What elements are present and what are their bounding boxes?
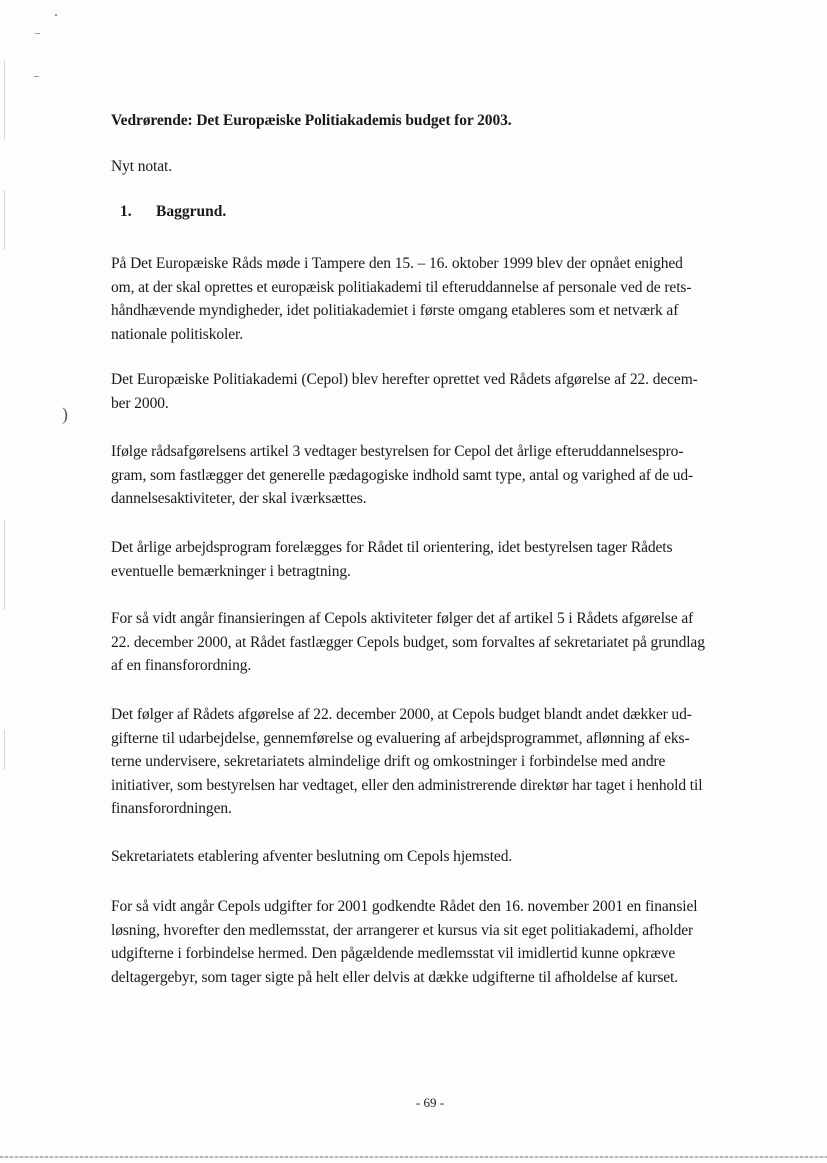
section-number: 1. <box>120 203 132 220</box>
section-title: Baggrund. <box>156 203 227 220</box>
paragraph-line: 22. december 2000, at Rådet fastlægger Cepols budget, som forvaltes af sekretariatet på grundlag <box>111 633 705 651</box>
paragraph-line: terne undervisere, sekretariatets almindelige drift og omkostninger i forbindelse med andre <box>111 753 666 770</box>
page-number: - 69 - <box>415 1095 445 1110</box>
paragraph-line: initiativer, som bestyrelsen har vedtaget, eller den administrerende direktør har taget i henhold til <box>111 776 703 794</box>
scan-bottom-rule <box>0 1156 827 1158</box>
paragraph-line: Det Europæiske Politiakademi (Cepol) blev herefter oprettet ved Rådets afgørelse af 22. decem- <box>111 371 698 388</box>
scan-edge <box>4 60 5 140</box>
paragraph-line: om, at der skal oprettes et europæisk politiakademi til efteruddannelse af personale ved de rets- <box>111 278 692 296</box>
paragraph-2 <box>111 368 761 415</box>
section-heading <box>120 203 226 221</box>
note-line: Nyt notat. <box>111 158 172 175</box>
scan-paren-mark: ) <box>62 404 68 424</box>
paragraph-5 <box>111 607 761 678</box>
paragraph-line: ber 2000. <box>111 394 169 412</box>
paragraph-line: eventuelle bemærkninger i betragtning. <box>111 562 351 580</box>
paragraph-line: Det følger af Rådets afgørelse af 22. december 2000, at Cepols budget blandt andet dækker ud- <box>111 706 692 723</box>
paragraph-line: På Det Europæiske Råds møde i Tampere den 15. – 16. oktober 1999 blev der opnået enighed <box>111 255 683 272</box>
paragraph-line: dannelsesaktiviteter, der skal iværksættes. <box>111 490 367 507</box>
scan-edge <box>4 190 5 250</box>
paragraph-6 <box>111 703 761 821</box>
paragraph-line: håndhævende myndigheder, idet politiakademiet i første omgang etableres som et netværk af <box>111 302 679 319</box>
paragraph-line: For så vidt angår finansieringen af Cepols aktiviteter følger det af artikel 5 i Rådets afgørelse af <box>111 610 694 627</box>
paragraph-line: gram, som fastlægger det generelle pædagogiske indhold samt type, antal og varighed af de ud- <box>111 466 694 484</box>
paragraph-line: For så vidt angår Cepols udgifter for 2001 godkendte Rådet den 16. november 2001 en finansiel <box>111 898 698 915</box>
paragraph-line: Sekretariatets etablering afventer beslutning om Cepols hjemsted. <box>111 848 513 865</box>
paragraph-7 <box>111 845 761 869</box>
paragraph-line: udgifterne i forbindelse hermed. Den pågældende medlemsstat vil imidlertid kunne opkræve <box>111 945 676 962</box>
subject-line: Vedrørende: Det Europæiske Politiakademis budget for 2003. <box>111 112 512 129</box>
scan-speck <box>55 14 57 16</box>
scan-speck <box>34 76 39 77</box>
scan-edge <box>4 520 5 610</box>
paragraph-8 <box>111 895 761 989</box>
paragraph-1 <box>111 252 761 346</box>
paragraph-4 <box>111 536 761 583</box>
paragraph-line: deltagergebyr, som tager sigte på helt eller delvis at dække udgifterne til afholdelse af kurset. <box>111 968 679 986</box>
paragraph-line: finansforordningen. <box>111 800 232 817</box>
scan-edge <box>4 730 5 770</box>
paragraph-line: løsning, hvorefter den medlemsstat, der arrangerer et kursus via sit eget politiakademi, afholder <box>111 921 694 939</box>
scan-speck <box>35 33 40 34</box>
paragraph-3 <box>111 440 761 511</box>
paragraph-line: Ifølge rådsafgørelsens artikel 3 vedtager bestyrelsen for Cepol det årlige efteruddannelsespro- <box>111 443 684 460</box>
paragraph-line: gifterne til udarbejdelse, gennemførelse og evaluering af arbejdsprogrammet, aflønning af eks- <box>111 729 690 747</box>
paragraph-line: af en finansforordning. <box>111 657 252 674</box>
paragraph-line: Det årlige arbejdsprogram forelægges for Rådet til orientering, idet bestyrelsen tager Rådets <box>111 539 673 556</box>
paragraph-line: nationale politiskoler. <box>111 325 244 343</box>
